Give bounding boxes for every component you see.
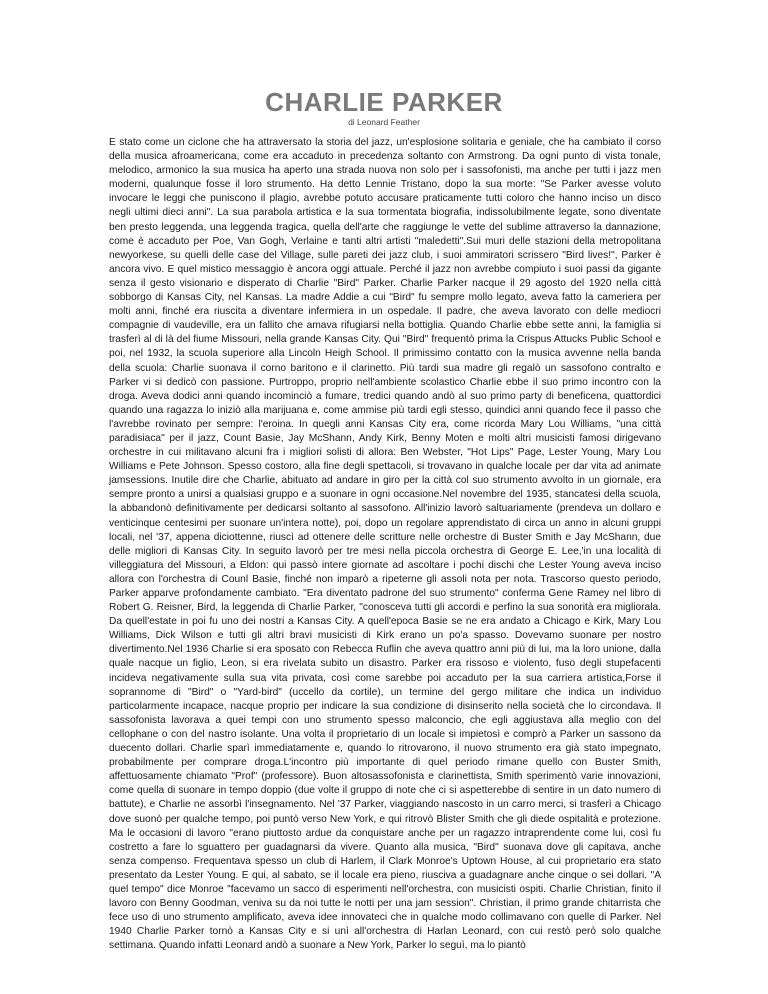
article-body: E stato come un ciclone che ha attraversato la storia del jazz, un'esplosione solitaria e geniale, che ha cambiato il corso della musica afroamericana, come era accaduto in precedenza soltanto con Armstrong. Da ogni punto di vista tonale, melodico, armonico la sua musica ha aperto una strada nuova non solo per i sassofonisti, ma anche per tutti i jazz men moderni, qualunque fosse il loro strumento. Ha detto Lennie Tristano, dopo la sua morte: "Se Parker avesse voluto invocare le leggi che puniscono il plagio, avrebbe potuto accusare praticamente tutti coloro che hanno inciso un disco negli ultimi dieci anni". La sua parabola artistica e la sua tormentata biografia, indissolubilmente legate, sono diventate ben presto leggenda, una leggenda tragica, quella dell'arte che raggiunge le vette del sublime attraverso la dannazione, come è accaduto per Poe, Van Gogh, Verlaine e tanti altri artisti "maledetti".Sui muri delle stazioni della metropolitana newyorkese, su quelli delle case del Village, sulle pareti dei jazz club, i suoi ammiratori scrissero "Bird lives!", Parker è ancora vivo. E quel mistico messaggio è ancora oggi attuale. Perché il jazz non avrebbe compiuto i suoi passi da gigante senza il gesto visionario e disperato di Charlie "Bird" Parker. Charlie Parker nacque il 29 agosto del 1920 nella città sobborgo di Kansas City, nel Kansas. La madre Addie a cui "Bird" fu sempre mollo legato, aveva fatto la cameriera per molti anni, finché era riuscita a diventare infermiera in un ospedale. Il padre, che aveva lavorato con delle mediocri compagnie di vaudeville, era un fallito che amava rifugiarsi nella bottiglia. Quando Charlie ebbe sette anni, la famiglia si trasferì al di là del fiume Missouri, nella grande Kansas City. Qui "Bird" frequentò prima la Crispus Attucks Public School e poi, nel 1932, la scuola superiore alla Lincoln Heigh School. Il primissimo contatto con la musica avvenne nella banda della scuola: Charlie suonava il corno baritono e il clarinetto. Più tardi sua madre gli regalò un sassofono contralto e Parker vi si dedicò con passione. Purtroppo, proprio nell'ambiente scolastico Charlie ebbe il suo primo incontro con la droga. Aveva dodici anni quando incominciò a fumare, tredici quando andò al suo primo party di beneficena, quattordici quando una ragazza lo iniziò alla marijuana e, come ammise più tardi egli stesso, quindici anni quando fece il passo che l'avrebbe rovinato per sempre: l'eroina. In quegli anni Kansas City era, come ricorda Mary Lou Williams, "una città paradisiaca" per il jazz, Count Basie, Jay McShann, Andy Kirk, Benny Moten e molti altri musicisti famosi dirigevano orchestre in cui militavano alcuni fra i migliori solisti di allora: Ben Webster, "Hot Lips" Page, Lester Young, Mary Lou Williams e Pete Johnson. Spesso costoro, alla fine degli spettacoli, si trovavano in qualche locale per dar vita ad animate jamsessions. Inutile dire che Charlie, abituato ad andare in giro per la città col suo strumento avvolto in un giornale, era sempre pronto a unirsi a qualsiasi gruppo e a suonare in ogni occasione.Nel novembre del 1935, stancatesi della scuola, la abbandonò definitivamente per dedicarsi soltanto al sassofono. All'inizio lavorò saltuariamente (prendeva un dollaro e venticinque centesimi per suonare un'intera notte), poi, dopo un regolare apprendistato di circa un anno in alcuni gruppi locali, nel '37, appena diciottenne, riuscì ad ottenere delle scritture nelle orchestre di Buster Smith e Jay McShann, due delle migliori di Kansas City. In seguito lavorò per tre mesi nella piccola orchestra di George E. Lee,'in una località di villeggiatura del Missouri, a Eldon: qui passò intere giornate ad ascoltare i pochi dischi che Lester Young aveva inciso allora con l'orchestra di Counl Basie, finché non imparò a ripeterne gli assoli nota per nota. Trascorso questo periodo, Parker apparve profondamente cambiato. "Era diventato padrone del suo strumento" conferma Gene Ramey nel libro di Robert G. Reisner, Bird, la leggenda di Charlie Parker, "conosceva tutti gli accordi e perfino la sua sonorità era migliorala. Da quell'estate in poi fu uno dei nostri a Kansas City. A quell'epoca Basie se ne era andato a Chicago e Kirk, Mary Lou Williams, Dick Wilson e tutti gli altri bravi musicisti di Kirk erano un po'a spasso. Dovevamo suonare per nostro divertimento.Nel 1936 Charlie si era sposato con Rebecca Ruflin che aveva quattro anni più di lui, ma la loro unione, dalla quale nacque un figlio, Leon, si era rivelata subito un disastro. Parker era rissoso e violento, fuso degli stupefacenti incideva negativamente sulla sua vita privata, così come sarebbe poi accaduto per la sua carriera artistica,Forse il soprannome di "Bird" o "Yard-bird" (uccello da cortile), un termine del gergo militare che indica un individuo particolarmente incapace, nacque proprio per indicare la sua condizione di disinserito nella società che lo circondava. Il sassofonista lavorava a quei tempi con uno strumento spesso malconcio, che egli aggiustava alla meglio con del cellophane o con del nastro isolante. Una volta il proprietario di un locale si impietosì e comprò a Parker un sassono da duecento dollari. Charlie sparì immediatamente e, quando lo ritrovarono, il nuovo strumento era già stato impegnato, probabilmente per comprare droga.L'incontro più importante di quel periodo rimane quello con Buster Smith, affettuosamente chiamato "Prof" (professore). Buon altosassofonista e clarinettista, Smith sperimentò varie innovazioni, come quella di suonare in tempo doppio (due volte il gruppo di note che ci si aspetterebbe di sentire in un dato numero di battute), e Charlie ne assorbì l'insegnamento. Nel '37 Parker, viaggiando nascosto in un carro merci, si trasferì a Chicago dove suonò per qualche tempo, poi puntò verso New York, e qui ritrovò Blister Smith che gli diede ospitalità e protezione. Ma le occasioni di lavoro "erano piuttosto ardue da conquistare anche per un ragazzo intraprendente come lui, così fu costretto a fare lo sguattero per guadagnarsi da vivere. Quanto alla musica, "Bird" suonava dove gli capitava, anche senza compenso. Frequentava spesso un club di Harlem, il Clark Monroe's Uptown House, al cui proprietario era stato presentato da Lester Young. E qui, al sabato, se il locale era pieno, riusciva a guadagnare anche cinque o sei dollari. "A quel tempo" dice Monroe "facevamo un sacco di esperimenti nell'orchestra, con musicisti ospiti. Charlie Christian, finito il lavoro con Benny Goodman, veniva su da noi tutte le notti per una jam session". Christian, il primo grande chitarrista che fece uso di uno strumento amplificato, aveva idee innovateci che in qualche modo collimavano con quelle di Parker. Nel 1940 Charlie Parker tornò a Kansas City e si unì all'orchestra di Harlan Leonard, con cui restò però solo qualche settimana. Quando infatti Leonard andò a suonare a New York, Parker lo seguì, ma lo piantò bbox=[109, 137, 661, 952]
article-title: CHARLIE PARKER bbox=[265, 87, 503, 117]
article-byline: di Leonard Feather bbox=[348, 117, 420, 127]
